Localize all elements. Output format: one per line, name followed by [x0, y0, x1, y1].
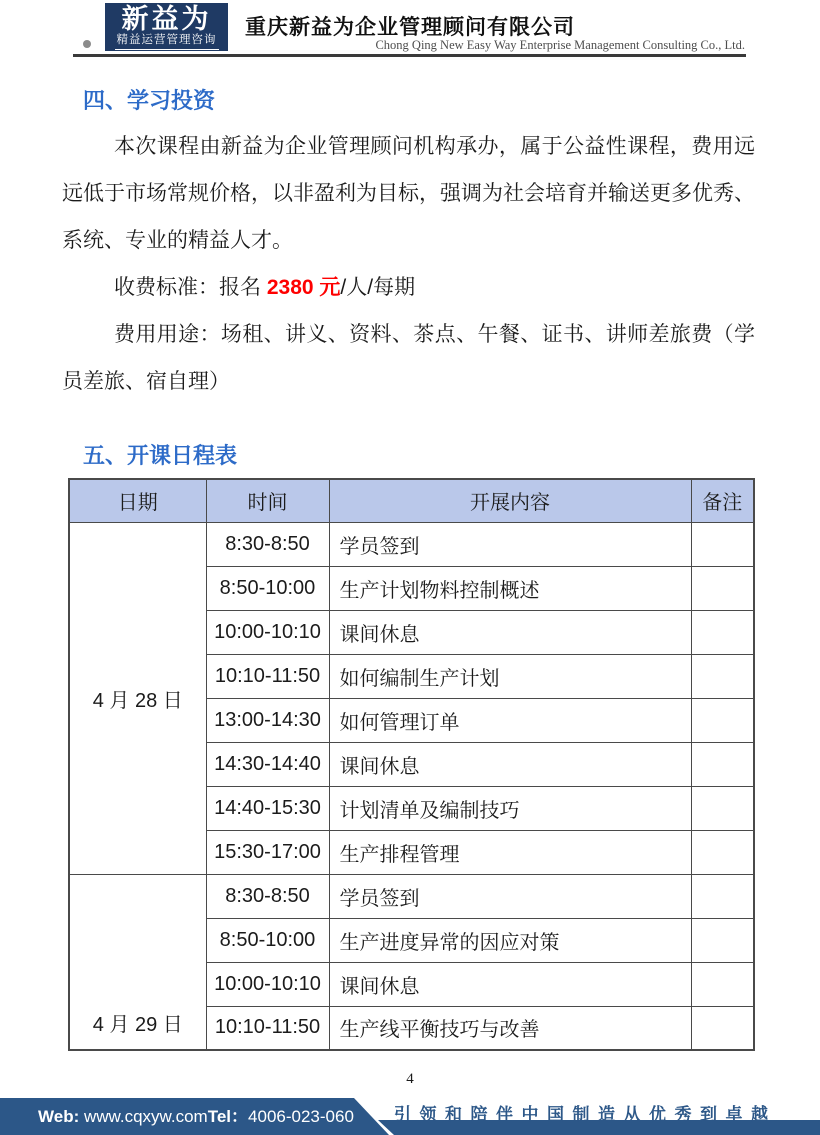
- content-cell: 如何管理订单: [329, 698, 691, 742]
- remark-cell: [691, 830, 754, 874]
- bullet-dot-icon: [83, 40, 91, 48]
- content-cell: 生产计划物料控制概述: [329, 566, 691, 610]
- remark-cell: [691, 654, 754, 698]
- schedule-table-head: [69, 479, 754, 522]
- time-cell: 10:00-10:10: [206, 962, 329, 1006]
- content-cell: 计划清单及编制技巧: [329, 786, 691, 830]
- tel-value: 4006-023-060: [248, 1107, 354, 1126]
- time-cell: 8:30-8:50: [206, 522, 329, 566]
- content-cell: 学员签到: [329, 522, 691, 566]
- logo-title: 新益为: [121, 3, 212, 34]
- remark-cell: [691, 918, 754, 962]
- section-title-schedule: 五、开课日程表: [83, 443, 238, 468]
- schedule-table: [68, 478, 755, 1051]
- time-cell: 15:30-17:00: [206, 830, 329, 874]
- table-row: [69, 874, 754, 918]
- time-cell: 10:10-11:50: [206, 654, 329, 698]
- date-cell: 4 月 29 日: [69, 874, 206, 1050]
- tel-label: Tel：: [207, 1107, 249, 1126]
- logo-subtitle: 精益运营管理咨询: [115, 34, 219, 50]
- time-cell: 14:30-14:40: [206, 742, 329, 786]
- remark-cell: [691, 566, 754, 610]
- fee-price: 2380 元: [266, 276, 341, 299]
- remark-cell: [691, 698, 754, 742]
- remark-cell: [691, 742, 754, 786]
- web-value: www.cqxyw.com: [79, 1107, 208, 1126]
- company-name-en: Chong Qing New Easy Way Enterprise Management Consulting Co., Ltd.: [375, 38, 745, 52]
- web-label: Web:: [38, 1107, 80, 1126]
- content-cell: 课间休息: [329, 742, 691, 786]
- content-cell: 课间休息: [329, 610, 691, 654]
- time-cell: 14:40-15:30: [206, 786, 329, 830]
- section-title-investment: 四、学习投资: [83, 88, 216, 113]
- remark-cell: [691, 522, 754, 566]
- page-footer: [0, 1098, 820, 1135]
- content-cell: 如何编制生产计划: [329, 654, 691, 698]
- date-cell: 4 月 28 日: [69, 522, 206, 874]
- fee-line: [62, 264, 755, 311]
- column-header: 时间: [206, 479, 329, 522]
- header-divider: [73, 54, 746, 57]
- remark-cell: [691, 874, 754, 918]
- fee-usage-paragraph: 费用用途：场租、讲义、资料、茶点、午餐、证书、讲师差旅费（学员差旅、宿自理）: [62, 323, 755, 393]
- column-header: 开展内容: [329, 479, 691, 522]
- remark-cell: [691, 786, 754, 830]
- time-cell: 10:10-11:50: [206, 1006, 329, 1050]
- main-content: [62, 88, 755, 1051]
- content-cell: 生产排程管理: [329, 830, 691, 874]
- footer-slogan: 引领和陪伴中国制造从优秀到卓越: [394, 1105, 777, 1124]
- fee-prefix: 收费标准：报名: [114, 276, 267, 299]
- fee-suffix: /人/每期: [340, 276, 416, 299]
- content-cell: 生产进度异常的因应对策: [329, 918, 691, 962]
- schedule-table-body: [69, 522, 754, 1050]
- footer-contact: [38, 1098, 354, 1135]
- time-cell: 13:00-14:30: [206, 698, 329, 742]
- content-cell: 学员签到: [329, 874, 691, 918]
- intro-paragraph: 本次课程由新益为企业管理顾问机构承办，属于公益性课程，费用远远低于市场常规价格，以非盈利为目标，强调为社会培育并输送更多优秀、系统、专业的精益人才。: [62, 135, 755, 252]
- page-header: [0, 0, 820, 57]
- time-cell: 8:50-10:00: [206, 566, 329, 610]
- page-number: 4: [406, 1071, 414, 1087]
- time-cell: 8:30-8:50: [206, 874, 329, 918]
- remark-cell: [691, 610, 754, 654]
- content-cell: 生产线平衡技巧与改善: [329, 1006, 691, 1050]
- remark-cell: [691, 962, 754, 1006]
- time-cell: 8:50-10:00: [206, 918, 329, 962]
- table-row: [69, 522, 754, 566]
- remark-cell: [691, 1006, 754, 1050]
- column-header: 备注: [691, 479, 754, 522]
- company-name-cn: 重庆新益为企业管理顾问有限公司: [245, 16, 575, 39]
- column-header: 日期: [69, 479, 206, 522]
- time-cell: 10:00-10:10: [206, 610, 329, 654]
- content-cell: 课间休息: [329, 962, 691, 1006]
